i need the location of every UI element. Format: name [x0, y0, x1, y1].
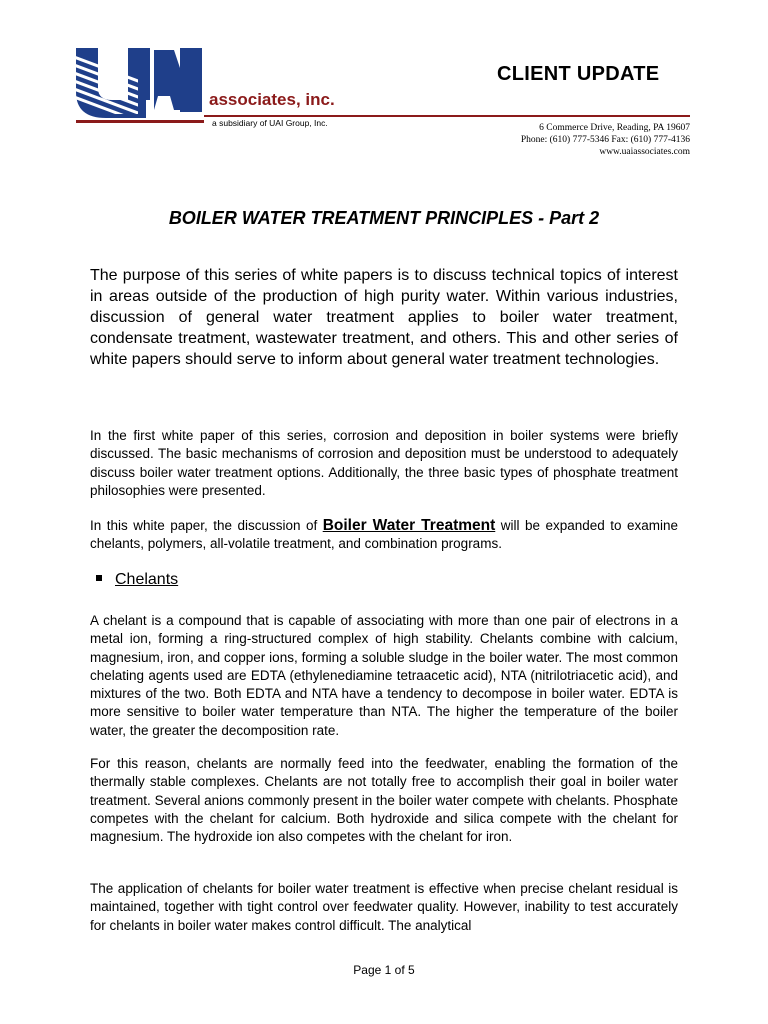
- website-link[interactable]: www.uaiassociates.com: [599, 147, 690, 157]
- section-heading-chelants: [96, 571, 178, 589]
- uai-logo: [76, 40, 204, 126]
- company-name: associates, inc.: [209, 90, 335, 109]
- scope-text-before: In this white paper, the discussion of: [90, 518, 323, 533]
- paragraph-scope: [90, 517, 678, 554]
- scope-text-after: will be expanded to examine chelants, polymers, all-volatile treatment, and combination programs.: [90, 518, 678, 552]
- document-type: CLIENT UPDATE: [497, 63, 660, 85]
- page-number: Page 1 of 5: [353, 963, 415, 977]
- company-address-block: [521, 122, 690, 158]
- subsidiary-note: a subsidiary of UAI Group, Inc.: [212, 118, 328, 128]
- paragraph-first-paper-summary: In the first white paper of this series, corrosion and deposition in boiler systems were briefly discussed. The basic mechanisms of corrosion and deposition must be understood to adequately discuss boiler water treatment options. Additionally, the three basic types of phosphate treatment philosophies were presented.: [90, 428, 678, 498]
- section-label: Chelants: [115, 571, 179, 588]
- paragraph-chelant-application: The application of chelants for boiler water treatment is effective when precise chelant residual is maintained, together with tight control over feedwater quality. However, inability to test accurately for chelants in boiler water makes control difficult. The analytical: [90, 881, 678, 933]
- paragraph-chelant-definition: A chelant is a compound that is capable of associating with more than one pair of electrons in a metal ion, forming a ring-structured complex of high stability. Chelants combine with calcium, magnesium, iron, and copper ions, forming a soluble sludge in the boiler water. The most common chelating agents used are EDTA (ethylenediamine tetraacetic acid), NTA (nitrilotriacetic acid), and mixtures of the two. Both EDTA and NTA have a tendency to decompose in boiler water. EDTA is more sensitive to boiler water temperature than NTA. The higher the temperature of the boiler water, the greater the decomposition rate.: [90, 613, 678, 738]
- intro-paragraph: The purpose of this series of white papers is to discuss technical topics of interest in areas outside of the production of high purity water. Within various industries, discussion of general water treatment applies to boiler water treatment, condensate treatment, wastewater treatment, and others. This and other series of white papers should serve to inform about general water treatment technologies.: [90, 267, 678, 368]
- boiler-water-treatment-heading: Boiler Water Treatment: [322, 517, 496, 534]
- square-bullet-icon: [96, 575, 102, 581]
- header-divider: [204, 115, 690, 117]
- document-title: BOILER WATER TREATMENT PRINCIPLES - Part 2: [168, 208, 600, 228]
- paragraph-chelant-feed: For this reason, chelants are normally feed into the feedwater, enabling the formation of the thermally stable complexes. Chelants are not totally free to accomplish their goal in boiler water treatment. Several anions commonly present in the boiler water compete with chelants. Phosphate competes with the chelant for calcium. Both hydroxide and silica compete with the chelant for magnesium. The hydroxide ion also competes with the chelant for iron.: [90, 756, 678, 845]
- phone-fax: Phone: (610) 777-5346 Fax: (610) 777-4136: [520, 135, 690, 145]
- street-address: 6 Commerce Drive, Reading, PA 19607: [539, 123, 690, 133]
